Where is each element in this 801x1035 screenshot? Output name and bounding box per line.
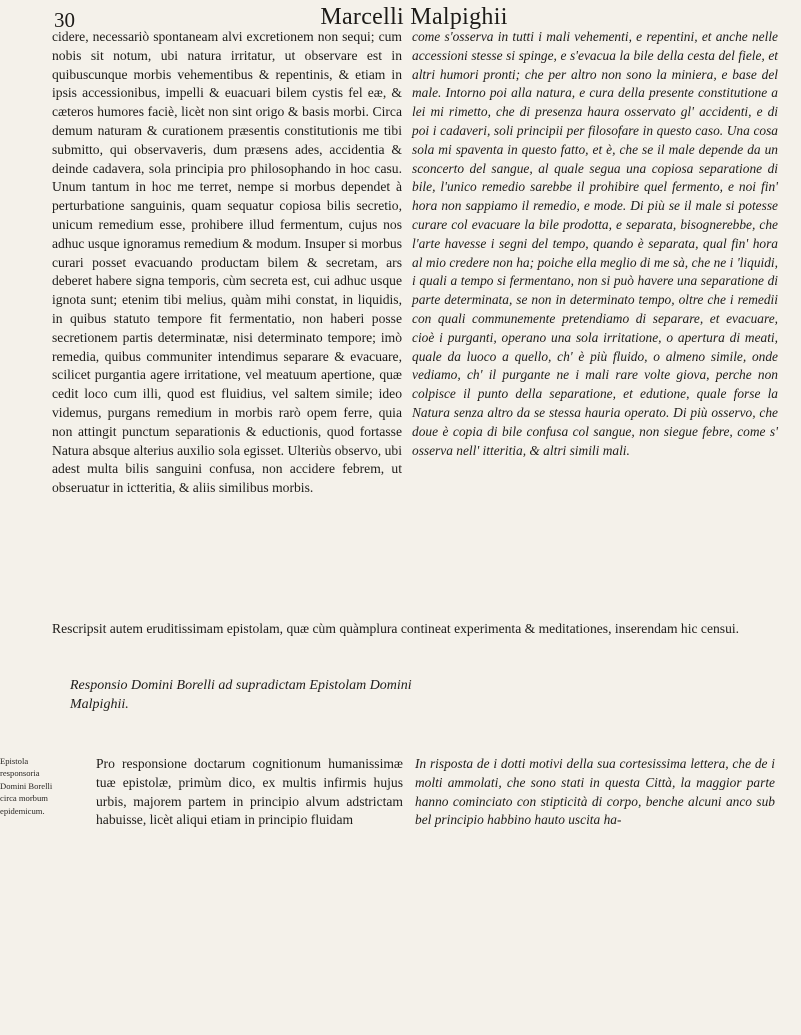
italian-paragraph-2: In risposta de i dotti motivi della sua cortesissima lettera, che de i molti ammolati, che sono stati in questa Città, la maggior parte hanno cominciato con stipticità di corpo, benche alcuni anco sub bel principio habbino hauto uscita ha- (415, 756, 775, 828)
latin-column-2 (96, 755, 403, 830)
section-title: Responsio Domini Borelli ad supradictam Epistolam Domini Malpighii. (70, 678, 412, 712)
latin-paragraph: cidere, necessariò spontaneam alvi excretionem non sequi; cum nobis sit notum, ubi natura irritatur, ut observare est in quibuscunque morbis vehementibus & repentinis, & etiam in ipsis accessionibus, impelli & euacuari bilem cystis fel eæ, & cæteros humores faciè, licèt non sint origo & basis morbi. Circa demum naturam & curationem præsentis constitutionis me tibi submitto, qui observaveris, dum præsens ades, accidentia & deinde cadavera, sola principia pro philosophando in hoc casu. Unum tantum in hoc me terret, nempe si morbus dependet à perturbatione sanguinis, quam sequatur copiosa bilis secretio, unicum remedium esse, prohibere illud fermentum, cujus nos adhuc usque ignoramus remedium & modum. Insuper si morbus curari posset evacuando productam bilem & secretam, ars deberet habere signa temporis, cùm secreta est, cui adhuc usque ignota sunt; etenim tibi melius, quàm mihi constat, in liquidis, in quibus statuto tempore fit fermentatio, non haberi posse secretionem partis determinatæ, nisi determinato tempore; imò remedia, quibus communiter intendimus separare & evacuare, scilicet purgantia agere irritatione, vel meatuum apertione, quæ cedit loco cum illi, quod est fluidius, vel saltem simile; ideo videmus, purgans remedium in morbis rarò opem ferre, quia non attingit punctum separationis & eductionis, quod fortasse Natura absque alterius auxilio sola egisset. Ulteriùs observo, ubi adest multa bilis sanguini confusa, non accidere febrem, ut obseruatur in ictteritia, & aliis similibus morbis. (52, 29, 402, 496)
running-head: Marcelli Malpighii (320, 4, 508, 30)
marginal-note: Epistola responsoria Domini Borelli circa morbum epidemicum. (0, 756, 53, 816)
latin-column (52, 28, 402, 498)
latin-paragraph-2: Pro responsione doctarum cognitionum humanissimæ tuæ epistolæ, primùm dico, ex multis infirmis hujus urbis, majorem partem in principio alvum adstrictam habuisse, licèt aliqui etiam in principio fluidam (96, 756, 403, 828)
italian-paragraph: come s'osserva in tutti i mali vehementi, e repentini, et anche nelle accessioni stesse si spinge, e s'evacua la bile della cesta del fiele, et altri humori pronti; che per altro non sono la miniera, e base del male. Intorno poi alla natura, e cura della presente constitutione a lei mi rimetto, che di presenza haura osservato gl' accidenti, e di poi i cadaveri, soli principii per filosofare in questo caso. Una cosa sola mi spaventa in questo fatto, et è, che se il male depende da un sconcerto del sangue, al quale segua una copiosa separatione di bile, l'unico remedio sarebbe il prohibire quel fermento, e noi fin' hora non sappiamo il remedio, e mode. Di più se il male si potesse curare col evacuare la bile prodotta, e separata, bisognerebbe, che l'arte havesse i segni del tempo, quando è separata, qual fin' hora al mio credere non ha; poiche ella meglio di me sà, che ne i 'liquidi, i quali a tempo si fermentano, non si può havere una separatione di parte determinata, se non in determinato tempo, oltre che i remedii con quali communemente pretendiamo di separare, et evacuare, cioè i purganti, operano una sola irritatione, o apertura di meati, quale da luoco a quello, ch' è più fluido, o almeno simile, onde vediamo, ch' il purgante ne i mali rare volte giova, perche non colpisce il punto della separatione, et edutione, quale forse la Natura senza altro da se stessa hauria operato. Di più osservo, che doue è copia di bile confusa col sangue, non siegue febre, come s' osserva nell' itteritia, & altri simili mali. (412, 29, 778, 458)
rescripsit-text: Rescripsit autem eruditissimam epistolam, quæ cùm quàmplura contineat experimenta & meditationes, inserendam hic censui. (52, 621, 740, 636)
rescripsit-line (52, 620, 778, 639)
italian-column (412, 28, 778, 460)
italian-column-2 (415, 755, 775, 830)
page-number: 30 (54, 8, 75, 32)
